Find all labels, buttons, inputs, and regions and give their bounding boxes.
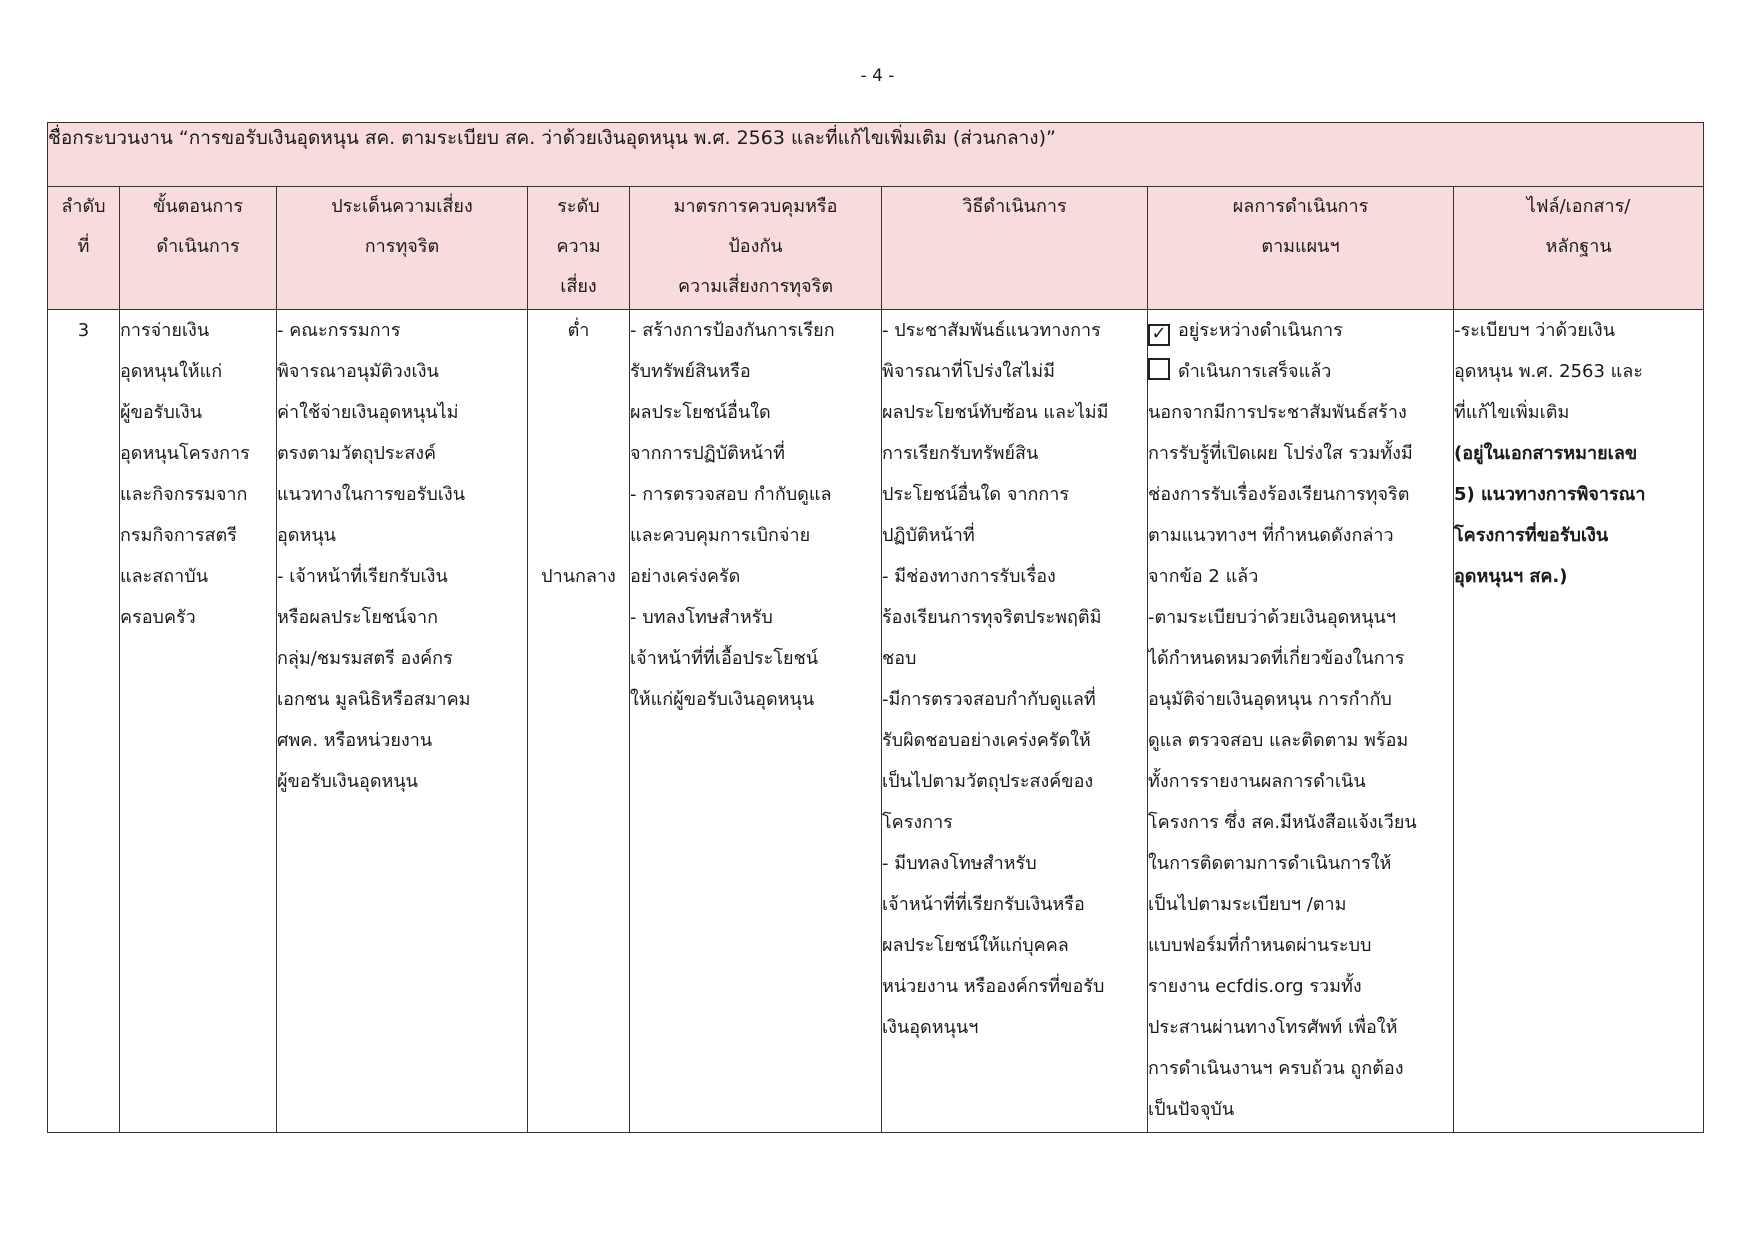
text-line: การเรียกรับทรัพย์สิน bbox=[882, 443, 1039, 464]
text-line: 5) แนวทางการพิจารณา bbox=[1454, 484, 1646, 505]
text-line: โครงการ bbox=[882, 812, 953, 833]
text-line: และกิจกรรมจาก bbox=[120, 484, 248, 505]
text-line: เป็นไปตามวัตถุประสงค์ของ bbox=[882, 771, 1094, 792]
text-line: ครอบครัว bbox=[120, 607, 196, 628]
header-order bbox=[48, 187, 120, 310]
text-line: ตามแนวทางฯ ที่กำหนดดังกล่าว bbox=[1148, 525, 1394, 546]
text-line: เจ้าหน้าที่ที่เอื้อประโยชน์ bbox=[630, 648, 819, 669]
text-line: ตามแผนฯ bbox=[1261, 236, 1340, 257]
text-line: มาตรการควบคุมหรือ bbox=[673, 196, 838, 217]
text-line: ในการติดตามการดำเนินการให้ bbox=[1148, 853, 1392, 874]
text-line: รายงาน ecfdis.org รวมทั้ง bbox=[1148, 976, 1362, 997]
text-line: เป็นไปตามระเบียบฯ /ตาม bbox=[1148, 894, 1347, 915]
text-line: เอกชน มูลนิธิหรือสมาคม bbox=[277, 689, 471, 710]
text-line: ได้กำหนดหมวดที่เกี่ยวข้องในการ bbox=[1148, 648, 1405, 669]
text-line: เงินอุดหนุนฯ bbox=[882, 1017, 979, 1038]
risk-level-medium: ปานกลาง bbox=[541, 566, 616, 587]
text-line: ให้แก่ผู้ขอรับเงินอุดหนุน bbox=[630, 689, 815, 710]
header-measures bbox=[630, 187, 882, 310]
text-line: ประโยชน์อื่นใด จากการ bbox=[882, 484, 1070, 505]
text-line: รับทรัพย์สินหรือ bbox=[630, 361, 751, 382]
text-line: ปฏิบัติหน้าที่ bbox=[882, 525, 975, 546]
unchecked-box-icon bbox=[1148, 358, 1170, 380]
result-text bbox=[1148, 392, 1453, 1130]
risk-issue-cell bbox=[277, 310, 528, 1133]
text-line: การทุจริต bbox=[364, 236, 440, 257]
status-completed bbox=[1148, 351, 1453, 392]
text-line: วิธีดำเนินการ bbox=[962, 196, 1067, 217]
text-line: ที่ bbox=[77, 236, 90, 257]
text-line: พิจารณาที่โปร่งใสไม่มี bbox=[882, 361, 1055, 382]
text-line: หรือผลประโยชน์จาก bbox=[277, 607, 438, 628]
text-line: ผลการดำเนินการ bbox=[1232, 196, 1369, 217]
text-line: แนวทางในการขอรับเงิน bbox=[277, 484, 465, 505]
text-line: และควบคุมการเบิกจ่าย bbox=[630, 525, 811, 546]
header-evidence bbox=[1454, 187, 1704, 310]
checked-box-icon: ✓ bbox=[1148, 324, 1170, 346]
text-line: พิจารณาอนุมัติวงเงิน bbox=[277, 361, 439, 382]
text-line: ดูแล ตรวจสอบ และติดตาม พร้อม bbox=[1148, 730, 1409, 751]
text-line: โครงการ ซึ่ง สค.มีหนังสือแจ้งเวียน bbox=[1148, 812, 1417, 833]
text-line: ผลประโยชน์ทับซ้อน และไม่มี bbox=[882, 402, 1109, 423]
table-row bbox=[48, 310, 1704, 1133]
text-line: และสถาบัน bbox=[120, 566, 209, 587]
text-line: ความเสี่ยงการทุจริต bbox=[677, 276, 834, 297]
header-risk-level bbox=[528, 187, 630, 310]
text-line: - สร้างการป้องกันการเรียก bbox=[630, 320, 835, 341]
text-line: - คณะกรรมการ bbox=[277, 320, 401, 341]
step-cell bbox=[120, 310, 277, 1133]
evidence-text bbox=[1454, 310, 1703, 433]
order-number: 3 bbox=[77, 320, 90, 341]
text-line: ผลประโยชน์ให้แก่บุคคล bbox=[882, 935, 1069, 956]
text-line: ขั้นตอนการ bbox=[152, 196, 244, 217]
text-line: ช่องการรับเรื่องร้องเรียนการทุจริต bbox=[1148, 484, 1410, 505]
text-line: - บทลงโทษสำหรับ bbox=[630, 607, 773, 628]
text-line: อุดหนุน พ.ศ. 2563 และ bbox=[1454, 361, 1643, 382]
text-line: ดำเนินการ bbox=[156, 236, 240, 257]
evidence-reference bbox=[1454, 433, 1703, 597]
text-line: อุดหนุนให้แก่ bbox=[120, 361, 223, 382]
text-line: จากข้อ 2 แล้ว bbox=[1148, 566, 1259, 587]
risk-level-cell bbox=[528, 310, 630, 1133]
text-line: ลำดับ bbox=[61, 196, 106, 217]
text-line: ทั้งการรายงานผลการดำเนิน bbox=[1148, 771, 1366, 792]
header-risk-issue bbox=[277, 187, 528, 310]
text-line: ป้องกัน bbox=[728, 236, 783, 257]
header-row bbox=[48, 187, 1704, 310]
page-number: - 4 - bbox=[860, 66, 895, 86]
text-line: ความ bbox=[556, 236, 601, 257]
text-line: โครงการที่ขอรับเงิน bbox=[1454, 525, 1609, 546]
text-line: ผู้ขอรับเงินอุดหนุน bbox=[277, 771, 418, 792]
text-line: หน่วยงาน หรือองค์กรที่ขอรับ bbox=[882, 976, 1105, 997]
text-line: ประสานผ่านทางโทรศัพท์ เพื่อให้ bbox=[1148, 1017, 1398, 1038]
text-line: การรับรู้ที่เปิดเผย โปร่งใส รวมทั้งมี bbox=[1148, 443, 1413, 464]
text-line: นอกจากมีการประชาสัมพันธ์สร้าง bbox=[1148, 402, 1407, 423]
header-step bbox=[120, 187, 277, 310]
text-line: ชอบ bbox=[882, 648, 917, 669]
text-line: หลักฐาน bbox=[1545, 236, 1612, 257]
text-line: จากการปฏิบัติหน้าที่ bbox=[630, 443, 785, 464]
text-line: การดำเนินงานฯ ครบถ้วน ถูกต้อง bbox=[1148, 1058, 1404, 1079]
text-line: - มีช่องทางการรับเรื่อง bbox=[882, 566, 1056, 587]
header-method bbox=[882, 187, 1148, 310]
text-line: (อยู่ในเอกสารหมายเลข bbox=[1454, 443, 1638, 464]
text-line: -ระเบียบฯ ว่าด้วยเงิน bbox=[1454, 320, 1616, 341]
text-line: ไฟล์/เอกสาร/ bbox=[1526, 196, 1631, 217]
text-line: เจ้าหน้าที่ที่เรียกรับเงินหรือ bbox=[882, 894, 1085, 915]
text-line: - เจ้าหน้าที่เรียกรับเงิน bbox=[277, 566, 448, 587]
text-line: อุดหนุน bbox=[277, 525, 336, 546]
text-line: - ประชาสัมพันธ์แนวทางการ bbox=[882, 320, 1101, 341]
measures-cell bbox=[630, 310, 882, 1133]
text-line: ที่แก้ไขเพิ่มเติม bbox=[1454, 402, 1570, 423]
evidence-cell bbox=[1454, 310, 1704, 1133]
order-cell bbox=[48, 310, 120, 1133]
header-result bbox=[1148, 187, 1454, 310]
text-line: อุดหนุนโครงการ bbox=[120, 443, 250, 464]
text-line: เสี่ยง bbox=[560, 276, 597, 297]
risk-level-low: ต่ำ bbox=[567, 320, 590, 341]
text-line: ผลประโยชน์อื่นใด bbox=[630, 402, 771, 423]
text-line: เป็นปัจจุบัน bbox=[1148, 1099, 1235, 1120]
text-line: ตรงตามวัตถุประสงค์ bbox=[277, 443, 437, 464]
status-completed-label: ดำเนินการเสร็จแล้ว bbox=[1178, 361, 1332, 382]
text-line: กลุ่ม/ชมรมสตรี องค์กร bbox=[277, 648, 453, 669]
method-cell bbox=[882, 310, 1148, 1133]
text-line: รับผิดชอบอย่างเคร่งครัดให้ bbox=[882, 730, 1091, 751]
process-title: ชื่อกระบวนงาน “การขอรับเงินอุดหนุน สค. ตามระเบียบ สค. ว่าด้วยเงินอุดหนุน พ.ศ. 2563 และที่แก้ไขเพิ่มเติม (ส่วนกลาง)” bbox=[48, 123, 1704, 187]
text-line: ร้องเรียนการทุจริตประพฤติมิ bbox=[882, 607, 1102, 628]
text-line: - การตรวจสอบ กำกับดูแล bbox=[630, 484, 832, 505]
text-line: อนุมัติจ่ายเงินอุดหนุน การกำกับ bbox=[1148, 689, 1392, 710]
risk-assessment-table bbox=[47, 122, 1704, 1133]
text-line: -ตามระเบียบว่าด้วยเงินอุดหนุนฯ bbox=[1148, 607, 1396, 628]
text-line: กรมกิจการสตรี bbox=[120, 525, 237, 546]
status-in-progress-label: อยู่ระหว่างดำเนินการ bbox=[1178, 320, 1343, 341]
text-line: แบบฟอร์มที่กำหนดผ่านระบบ bbox=[1148, 935, 1372, 956]
text-line: ศพค. หรือหน่วยงาน bbox=[277, 730, 433, 751]
text-line: -มีการตรวจสอบกำกับดูแลที่ bbox=[882, 689, 1096, 710]
text-line: ค่าใช้จ่ายเงินอุดหนุนไม่ bbox=[277, 402, 459, 423]
text-line: ระดับ bbox=[557, 196, 600, 217]
text-line: ผู้ขอรับเงิน bbox=[120, 402, 203, 423]
result-cell bbox=[1148, 310, 1454, 1133]
text-line: การจ่ายเงิน bbox=[120, 320, 210, 341]
text-line: ประเด็นความเสี่ยง bbox=[331, 196, 473, 217]
status-in-progress bbox=[1148, 310, 1453, 351]
text-line: อุดหนุนฯ สค.) bbox=[1454, 566, 1568, 587]
text-line: อย่างเคร่งครัด bbox=[630, 566, 741, 587]
text-line: - มีบทลงโทษสำหรับ bbox=[882, 853, 1037, 874]
